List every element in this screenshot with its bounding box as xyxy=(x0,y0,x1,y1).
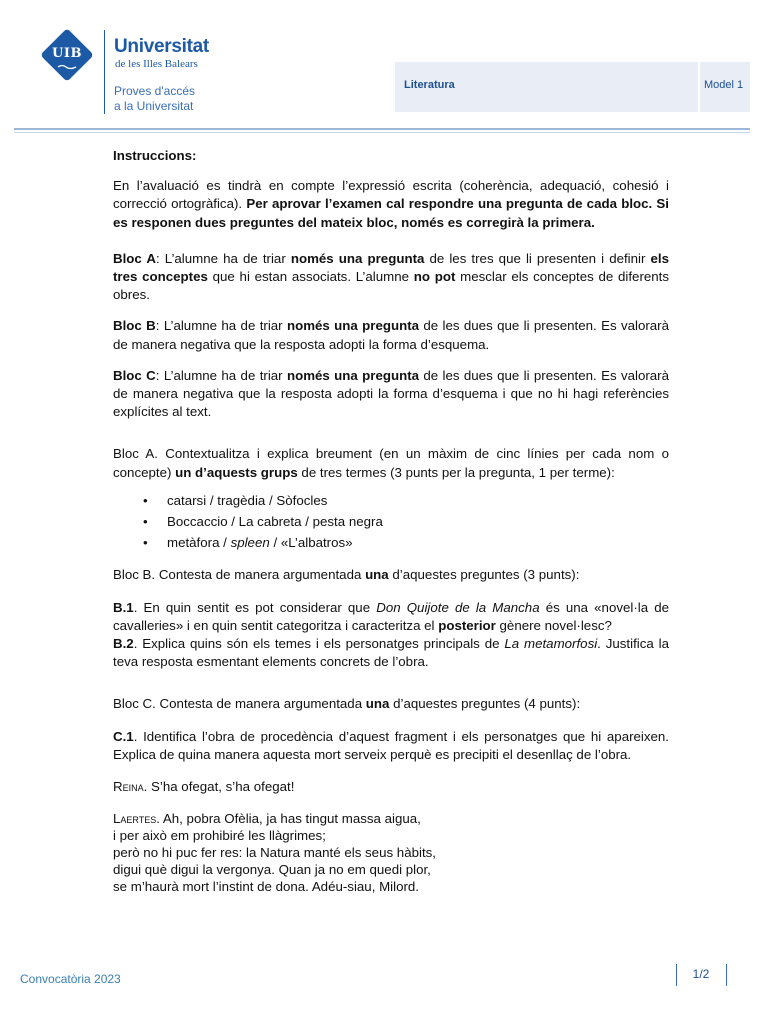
text: de les dues que li presenten. Es valorarà de manera negativa que la resposta adopti la forma d’esquema i que no hi hagi referències explícites al text. xyxy=(113,367,669,420)
bold-text: posterior xyxy=(438,617,496,633)
exam-name-line1: Proves d'accés xyxy=(114,84,195,98)
question-c1 xyxy=(113,728,669,764)
bloc-c-label: Bloc C xyxy=(113,367,156,383)
bold-text: una xyxy=(365,696,390,712)
bloc-c-question xyxy=(113,695,669,713)
bloc-a-question xyxy=(113,445,669,481)
footer-session: Convocatòria 2023 xyxy=(20,972,121,986)
question-b1 xyxy=(113,599,669,635)
bold-text: només una pregunta xyxy=(286,318,420,334)
text: és una «novel·la de cavalleries» i en quin sentit categoritza i caracteritza el xyxy=(113,599,670,633)
text: d’aquestes preguntes (3 punts): xyxy=(388,567,580,583)
speech-laertes xyxy=(113,810,669,895)
text: mesclar els conceptes de diferents obres. xyxy=(113,269,670,303)
university-name: Universitat xyxy=(114,36,209,57)
text: gènere novel·lesc? xyxy=(495,617,612,633)
text: : L’alumne ha de triar xyxy=(156,250,291,266)
page-number: 1/2 xyxy=(692,967,710,981)
text: Bloc C. Contesta de manera argumentada xyxy=(113,696,366,712)
text: . S’ha ofegat, s’ha ofegat! xyxy=(143,779,295,795)
text: . Explica quins són els temes i els personatges principals de xyxy=(133,636,505,652)
question-label: B.1 xyxy=(113,599,134,615)
italic-text: La metamorfosi xyxy=(504,636,598,652)
bloc-b-question xyxy=(113,566,669,584)
subject-label: Literatura xyxy=(404,79,455,91)
italic-text: Don Quijote de la Mancha xyxy=(376,599,540,615)
university-subtitle: de les Illes Balears xyxy=(115,58,198,70)
character-name: Reina xyxy=(113,779,144,795)
verse-line: se m’haurà mort l’instint de dona. Adéu-siau, Milord. xyxy=(113,879,419,895)
text: Bloc B. Contesta de manera argumentada xyxy=(113,567,366,583)
header-rule xyxy=(14,128,750,130)
model-label: Model 1 xyxy=(704,79,744,91)
text: d’aquestes preguntes (4 punts): xyxy=(389,696,581,712)
italic-text: spleen xyxy=(230,535,270,551)
list-item: • Boccaccio / La cabreta / pesta negra xyxy=(113,513,669,531)
text: de les dues que li presenten. Es valorarà de manera negativa que la resposta adopti la forma d’esquema. xyxy=(113,318,669,352)
list-item xyxy=(113,534,669,552)
instructions-intro xyxy=(113,177,669,232)
instruction-bloc-a xyxy=(113,250,669,305)
header-rule-thin xyxy=(14,132,750,133)
text: . Identifica l’obra de procedència d’aquest fragment i els personatges que hi apareixen. Explica de quina manera aquesta mort serveix perquè es precipiti el desenllaç de l’obra. xyxy=(113,728,669,762)
bold-text: no pot xyxy=(413,269,456,285)
intro-bold-text: Per aprovar l’examen cal respondre una pregunta de cada bloc. Si es responen dues preguntes del mateix bloc, només es corregirà la primera. xyxy=(113,196,669,230)
instruction-bloc-c xyxy=(113,367,669,422)
bloc-b-label: Bloc B xyxy=(113,318,156,334)
text: . Justifica la teva resposta esmentant elements concrets de l’obra. xyxy=(113,636,669,670)
question-b2 xyxy=(113,635,669,671)
text: de tres termes (3 punts per la pregunta, 1 per terme): xyxy=(297,464,615,480)
verse-line: digui què digui la vergonya. Quan ja no em quedi plor, xyxy=(113,862,431,878)
text: / «L’albatros» xyxy=(269,535,353,551)
text: . En quin sentit es pot considerar que xyxy=(133,599,377,615)
text: que hi estan associats. L’alumne xyxy=(207,269,414,285)
bold-text: només una pregunta xyxy=(286,367,420,383)
footer-divider xyxy=(726,964,727,986)
question-label: B.2 xyxy=(113,636,134,652)
bloc-a-label: Bloc A xyxy=(113,250,157,266)
verse-line: però no hi puc fer res: la Natura manté els seus hàbits, xyxy=(113,845,436,861)
verse-line: i per això em prohibiré les llàgrimes; xyxy=(113,828,326,844)
verse-line: . Ah, pobra Ofèlia, ja has tingut massa aigua, xyxy=(156,811,421,827)
logo-text: UIB xyxy=(52,46,82,61)
text: metàfora / xyxy=(167,535,231,551)
wave-icon xyxy=(57,64,77,70)
instructions-heading: Instruccions: xyxy=(113,148,197,163)
exam-content xyxy=(113,147,669,895)
page-header xyxy=(0,0,768,140)
bold-text: una xyxy=(365,567,389,583)
text: de les tres que li presenten i definir xyxy=(424,250,651,266)
bloc-a-options xyxy=(113,492,669,553)
bold-text: un d’aquests grups xyxy=(175,464,298,480)
text: Bloc A. Contextualitza i explica breument (en un màxim de cinc línies per cada nom o concepte) xyxy=(113,446,669,480)
bold-text: només una pregunta xyxy=(290,250,425,266)
character-name: Laertes xyxy=(113,811,157,827)
list-item: • catarsi / tragèdia / Sòfocles xyxy=(113,492,669,510)
logo-divider xyxy=(104,30,105,114)
question-label: C.1 xyxy=(113,728,134,744)
exam-name-line2: a la Universitat xyxy=(114,99,194,113)
speech-reina xyxy=(113,778,669,796)
text: : L’alumne ha de triar xyxy=(155,367,287,383)
intro-text: En l’avaluació es tindrà en compte l’expressió escrita (coherència, adequació, cohesió i correcció ortogràfica). xyxy=(113,178,669,212)
text: : L’alumne ha de triar xyxy=(155,318,287,334)
instruction-bloc-b xyxy=(113,317,669,353)
bold-text: els tres conceptes xyxy=(113,250,669,285)
